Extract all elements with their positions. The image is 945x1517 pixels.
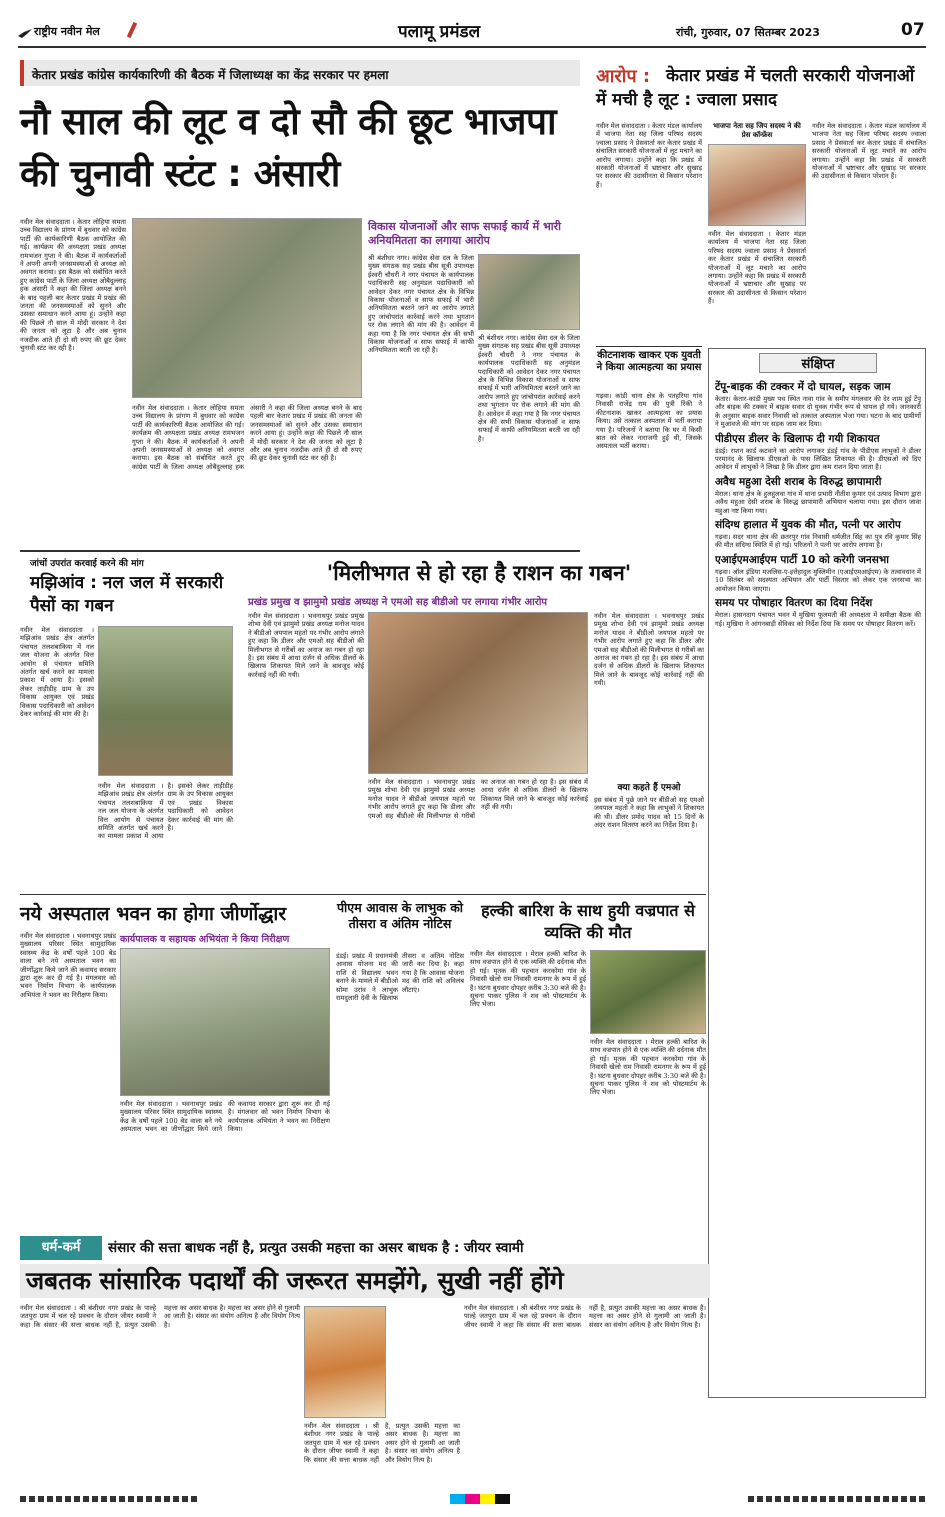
arop-body: नवीन मेल संवाददाता । केतार मंडल कार्यालय में भाजपा नेता सह जिला परिषद सदस्य ज्वाला प्रसाद ने प्रेसवार्ता कर केतार प्रखंड में संचालित सरकारी योजनाओं में लूट मचाने का आरोप लगाया। उन्होंने कहा कि प्रखंड में सरकारी योजनाओं में भ्रष्टाचार और सुखाड़ पर सरकार की उदासीनता से किसान परेशान हैं। bbox=[596, 122, 702, 189]
dharm-body-cont: नवीन मेल संवाददाता । श्री बंशीधर नगर प्रखंड के पाल्हे जतपुरा ग्राम में चल रहे प्रवचन के दौरान जीयर स्वामी ने कहा कि संसार की सत्ता बाधक नहीं है, प्रत्युत उसकी महत्ता का असर बाधक है। महत्ता का असर होने से गुलामी आ जाती है। संसार का संयोग अनित्य है और वियोग नित्य है। bbox=[304, 1422, 460, 1464]
congress-meeting-photo bbox=[132, 218, 362, 398]
vajrapat-body: नवीन मेल संवाददाता । मेराल हल्की बारिश के साथ वज्रपात होने से एक व्यक्ति की दर्दनाक मौत हो गई। मृतक की पहचान करकोमा गांव के निवासी खेलो राम निवासी रामनगर के रूप में हुई है। घटना बुधवार दोपहर करीब 3:30 बजे की है। सूचना पाकर पुलिस ने शव को पोस्टमार्टम के लिए भेजा। bbox=[470, 950, 586, 1009]
sankshipt-list bbox=[715, 377, 921, 1393]
sankshipt-item-body: गढ़वा। सदर थाना क्षेत्र की छतरपुर गांव निवासी धर्मजीत सिंह का पुत्र रवि कुमार सिंह की मौत संदिग्ध स्थिति में हो गई। परिजनों ने पत्नी पर आरोप लगाया है। bbox=[715, 533, 921, 550]
sankshipt-item-body: केतार। केतार-कांडी मुख्य पथ स्थित नावा गांव के समीप मंगलवार की देर शाम हुई टेंपू और बाइक की टक्कर में बाइक सवार दो युवक गंभीर रूप से घायल हो गये। जानकारी के अनुसार बाइक सवार निवासी को तत्काल अस्पताल भेजा गया। घटना के बाद ग्रामीणों ने मुआवजे की मांग पर सड़क जाम कर दिया। bbox=[715, 395, 921, 429]
masthead-logo: राष्ट्रीय नवीन मेल bbox=[34, 25, 100, 38]
hospital-inspection-photo bbox=[120, 948, 330, 1096]
rashan-body-col3: नवीन मेल संवाददाता । भवनाथपुर प्रखंड प्रमुख शोभा देवी एवं झामुमो प्रखंड अध्यक्ष मनोज यादव ने बीडीओ जयपाल महतो पर गंभीर आरोप लगाते हुए कहा कि डीलर और एमओ सह बीडीओ की मिलीभगत से गरीबों का अनाज का गबन हो रहा है। इस संबंध में आधा दर्जन से अधिक डीलरों के खिलाफ शिकायत मिले जाने के बावजूद कोई कार्रवाई नहीं की गयी। bbox=[594, 612, 704, 688]
sankshipt-item-body: डंडई। राशन कार्ड कटवाने का आरोप लगाकर डंडई गांव के पीडीएस लाभुकों ने डीलर परमानंद के खिलाफ डीएसओ के पास लिखित शिकायत की है। डीएसओ को दिए आवेदन में लाभुकों ने लिखा है कि डीलर द्वारा कम राशन दिया जाता है। bbox=[715, 446, 921, 472]
dharm-headline: जबतक सांसारिक पदार्थों की जरूरत समझेंगे, सुखी नहीं होंगे bbox=[20, 1264, 710, 1298]
sankshipt-label: संक्षिप्त bbox=[759, 353, 877, 373]
awas-body: डंडई। प्रखंड में प्रधानमंत्री आवास योजना मद की राशि से विद्यालय भवन बनाने के मामले में बीडीओ सोमा उरांव ने लाभुक रामदुलारी देवी के खिलाफ तीसरा व अंतिम नोटिस जारी कर दिया है। कहा गया है कि आवास योजना मद की राशि को अविलंब लौटाएं। bbox=[336, 952, 464, 1003]
masthead bbox=[18, 14, 926, 48]
arop-kicker: आरोप : bbox=[596, 66, 651, 87]
vajrapat-photo bbox=[590, 950, 706, 1034]
vajrapat-body-cont: नवीन मेल संवाददाता । मेराल हल्की बारिश के साथ वज्रपात होने से एक व्यक्ति की दर्दनाक मौत हो गई। मृतक की पहचान करकोमा गांव के निवासी खेलो राम निवासी रामनगर के रूप में हुई है। घटना बुधवार दोपहर करीब 3:30 बजे की है। सूचना पाकर पुलिस ने शव को पोस्टमार्टम के लिए भेजा। bbox=[590, 1038, 706, 1097]
sankshipt-item-body: मेराल। हासनदाग पंचायत भवन में मुखिया फूलमती की अध्यक्षता में समीक्षा बैठक की गई। मुखिया ने आंगनबाड़ी सेविका को निर्देश दिया कि समय पर पोषाहार वितरण करें। bbox=[715, 611, 921, 628]
sankshipt-item-body: मेराल। थाना क्षेत्र के हुलहुलवा गांव में थाना प्रभारी नीतीश कुमार एवं उत्पाद विभाग द्वारा अवैध महुआ देसी शराब के विरुद्ध छापामारी अभियान चलाया गया। इस दौरान जावा महुआ नष्ट किया गया। bbox=[715, 489, 921, 515]
lead-body-cont: नवीन मेल संवाददाता । केतार लोहिया समता उच्च विद्यालय के प्रांगण में बुधवार को कांग्रेस पार्टी की कार्यकारिणी बैठक आयोजित की गई। कार्यक्रम की अध्यक्षता प्रखंड अध्यक्ष रामभजन गुप्ता ने की। बैठक में कार्यकर्ताओं ने अपनी अपनी जनसमस्याओं से अध्यक्ष को अवगत कराया। इस बैठक को संबोधित करते हुए कांग्रेस पार्टी के जिला अध्यक्ष ओबैदुल्लाह हक अंसारी ने कहा की जिला अध्यक्ष बनने के बाद पहली बार केतार प्रखंड में प्रखंड की जनता की जनसमस्याओं को सुनने और उसका समाधान करने आया हूं। उन्होंने कहा की पिछले नौ साल में मोदी सरकार ने देश की जनता को लूटा है और अब चुनाव नजदीक आते ही दो सौ रुपए की छूट देकर चुनावी स्टंट कर रही है। bbox=[132, 404, 362, 471]
hospital-body: नवीन मेल संवाददाता । भवनाथपुर प्रखंड मुख्यालय परिसर स्थित सामुदायिक स्वास्थ्य केंद्र के वर्षों पहले 100 बेड वाला बने नये अस्पताल भवन का जीर्णोद्धार किये जाने की कवायद सरकार द्वारा शुरू कर दी गई है। मंगलवार को भवन निर्माण विभाग के कार्यपालक अभियंता ने भवन का निरीक्षण किया। bbox=[20, 932, 116, 999]
jwala-prasad-photo bbox=[708, 144, 806, 226]
vikas-body-cont: श्री बंशीधर नगर। कांग्रेस सेवा दल के जिला मुख्य संगठक सह प्रखंड बीस सूत्री उपाध्यक्ष ईश्वरी चौधरी ने नगर पंचायत के कार्यपालक पदाधिकारी सह अनुमंडल पदाधिकारी को आवेदन देकर नगर पंचायत क्षेत्र के विभिन्न विकास योजनाओं व साफ सफाई में भारी अनियमितता बरतने जाने का आरोप लगाते हुए जांचोपरांत कार्रवाई करने तथा भुगतान पर रोक लगाने की मांग की है। आवेदन में कहा गया है कि नगर पंचायत क्षेत्र की सभी विकास योजनाओं व साफ सफाई में काफी अनियमितता बरती जा रही है। bbox=[478, 334, 580, 443]
vikas-headline: विकास योजनाओं और साफ सफाई कार्य में भारी अनियमितता का लगाया आरोप bbox=[368, 220, 561, 247]
rashan-body: नवीन मेल संवाददाता । भवनाथपुर प्रखंड प्रमुख शोभा देवी एवं झामुमो प्रखंड अध्यक्ष मनोज यादव ने बीडीओ जयपाल महतो पर गंभीर आरोप लगाते हुए कहा कि डीलर और एमओ सह बीडीओ की मिलीभगत से गरीबों का अनाज का गबन हो रहा है। इस संबंध में आधा दर्जन से अधिक डीलरों के खिलाफ शिकायत मिले जाने के बावजूद कोई कार्रवाई नहीं की गयी। bbox=[248, 612, 364, 679]
dharm-kicker: संसार की सत्ता बाधक नहीं है, प्रत्युत उसकी महत्ता का असर बाधक है : जीयर स्वामी bbox=[108, 1240, 524, 1256]
sankshipt-item-title: समय पर पोषाहार वितरण का दिया निर्देश bbox=[715, 597, 873, 610]
arop-caption: भाजपा नेता सह जिप सदस्य ने की प्रेस कॉन्फ्रेंस bbox=[713, 122, 801, 139]
dharm-body: नवीन मेल संवाददाता । श्री बंशीधर नगर प्रखंड के पाल्हे जतपुरा ग्राम में चल रहे प्रवचन के दौरान जीयर स्वामी ने कहा कि संसार की सत्ता बाधक नहीं है, प्रत्युत उसकी महत्ता का असर बाधक है। महत्ता का असर होने से गुलामी आ जाती है। संसार का संयोग अनित्य है और वियोग नित्य है। bbox=[20, 1304, 300, 1329]
vajrapat-headline: हल्की बारिश के साथ हुयी वज्रपात से व्यक्ति की मौत bbox=[481, 901, 695, 942]
nal-body-cont: नवीन मेल संवाददाता । मझिआंव प्रखंड क्षेत्र अंतर्गत पंचायत तलशबाकिया में नल जल योजना के अंतर्गत वित्त आयोग से पंचायत समिति अंतर्गत खर्च करने का मामला प्रकाश में आया है। इसको लेकर ताड़ीडीह ग्राम के उप विकास आयुक्त एवं प्रखंड विकास पदाधिकारी को आवेदन देकर कार्रवाई की मांग की है। bbox=[98, 782, 233, 841]
sankshipt-item-title: पीडीएस डीलर के खिलाफ दी गयी शिकायत bbox=[715, 432, 880, 445]
bird-logo-icon bbox=[18, 24, 32, 34]
arop-headline: केतार प्रखंड में चलती सरकारी योजनाओं में मची है लूट : ज्वाला प्रसाद bbox=[596, 66, 915, 110]
footer-bar bbox=[20, 1494, 928, 1506]
nal-headline: मझिआंव : नल जल में सरकारी पैसों का गबन bbox=[30, 573, 224, 616]
vikas-body: श्री बंशीधर नगर। कांग्रेस सेवा दल के जिला मुख्य संगठक सह प्रखंड बीस सूत्री उपाध्यक्ष ईश्वरी चौधरी ने नगर पंचायत के कार्यपालक पदाधिकारी सह अनुमंडल पदाधिकारी को आवेदन देकर नगर पंचायत क्षेत्र के विभिन्न विकास योजनाओं व साफ सफाई में भारी अनियमितता बरतने जाने का आरोप लगाते हुए जांचोपरांत कार्रवाई करने तथा भुगतान पर रोक लगाने की मांग की है। आवेदन में कहा गया है कि नगर पंचायत क्षेत्र की सभी विकास योजनाओं व साफ सफाई में काफी अनियमितता बरती जा रही है। bbox=[368, 254, 474, 355]
sankshipt-item-title: अवैध महुआ देसी शराब के विरुद्ध छापामारी bbox=[715, 475, 882, 488]
sankshipt-panel bbox=[708, 348, 926, 1398]
rashan-body-cont: नवीन मेल संवाददाता । भवनाथपुर प्रखंड प्रमुख शोभा देवी एवं झामुमो प्रखंड अध्यक्ष मनोज यादव ने बीडीओ जयपाल महतो पर गंभीर आरोप लगाते हुए कहा कि डीलर और एमओ सह बीडीओ की मिलीभगत से गरीबों का अनाज का गबन हो रहा है। इस संबंध में आधा दर्जन से अधिक डीलरों के खिलाफ शिकायत मिले जाने के बावजूद कोई कार्रवाई नहीं की गयी। bbox=[368, 778, 588, 820]
lead-kicker: केतार प्रखंड कांग्रेस कार्यकारिणी की बैठक में जिलाध्यक्ष का केंद्र सरकार पर हमला bbox=[32, 68, 389, 82]
ishwari-chaudhary-photo bbox=[478, 254, 580, 330]
rashan-headline: 'मिलीभगत से हो रहा है राशन का गबन' bbox=[326, 561, 632, 585]
sankshipt-item-title: संदिग्ध हालात में युवक की मौत, पत्नी पर आरोप bbox=[715, 519, 901, 532]
dharm-body-col3: नवीन मेल संवाददाता । श्री बंशीधर नगर प्रखंड के पाल्हे जतपुरा ग्राम में चल रहे प्रवचन के दौरान जीयर स्वामी ने कहा कि संसार की सत्ता बाधक नहीं है, प्रत्युत उसकी महत्ता का असर बाधक है। महत्ता का असर होने से गुलामी आ जाती है। संसार का संयोग अनित्य है और वियोग नित्य है। bbox=[464, 1304, 706, 1329]
nal-body: नवीन मेल संवाददाता । मझिआंव प्रखंड क्षेत्र अंतर्गत पंचायत तलशबाकिया में नल जल योजना के अंतर्गत वित्त आयोग से पंचायत समिति अंतर्गत खर्च करने का मामला प्रकाश में आया है। इसको लेकर ताड़ीडीह ग्राम के उप विकास आयुक्त एवं प्रखंड विकास पदाधिकारी को आवेदन देकर कार्रवाई की मांग की है। bbox=[20, 626, 94, 719]
nal-kicker: जांचों उपरांत करवाई करने की मांग bbox=[30, 559, 144, 569]
awas-headline: पीएम आवास के लाभुक को तीसरा व अंतिम नोटिस bbox=[336, 900, 464, 931]
hospital-body-cont: नवीन मेल संवाददाता । भवनाथपुर प्रखंड मुख्यालय परिसर स्थित सामुदायिक स्वास्थ्य केंद्र के वर्षों पहले 100 बेड वाला बने नये अस्पताल भवन का जीर्णोद्धार किये जाने की कवायद सरकार द्वारा शुरू कर दी गई है। मंगलवार को भवन निर्माण विभाग के कार्यपालक अभियंता ने भवन का निरीक्षण किया। bbox=[120, 1100, 330, 1134]
sankshipt-item-body: गढ़वा। ऑल इंडिया मजलिस-ए-इत्तेहादुल मुस्लिमीन (एआईएमआईएम) के तत्वावधान में 10 सितंबर को सदस्यता अभियान और पार्टी विस्तार को लेकर एक जनसभा का आयोजन किया जाएगा। bbox=[715, 567, 921, 593]
rashan-subhead: प्रखंड प्रमुख व झामुमो प्रखंड अध्यक्ष ने एमओ सह बीडीओ पर लगाया गंभीर आरोप bbox=[248, 597, 548, 608]
kitnashak-body: गढ़वा। कांडी थाना क्षेत्र के पतहरिया गांव निवासी राजेंद्र राम की पुत्री रिंकी ने कीटनाशक खाकर आत्महत्या का प्रयास किया। उसे तत्काल अस्पताल में भर्ती कराया गया है। परिजनों ने बताया कि घर में किसी बात को लेकर नाराजगी हुई थी, जिसके अस्पताल भर्ती कराया। bbox=[596, 392, 702, 451]
rashan-body2: इस संबंध में पूछे जाने पर बीडीओ सह एमओ जयपाल महतो ने कहा कि लाभुकों ने शिकायत की थी। डीलर प्रमोद यादव को 15 दिनों के अंदर राशन वितरण करने का निर्देश दिया है। bbox=[594, 796, 704, 830]
arop-body-cont: नवीन मेल संवाददाता । केतार मंडल कार्यालय में भाजपा नेता सह जिला परिषद सदस्य ज्वाला प्रसाद ने प्रेसवार्ता कर केतार प्रखंड में संचालित सरकारी योजनाओं में लूट मचाने का आरोप लगाया। उन्होंने कहा कि प्रखंड में सरकारी योजनाओं में भ्रष्टाचार और सुखाड़ पर सरकार की उदासीनता से किसान परेशान हैं। bbox=[708, 230, 806, 306]
lead-headline: नौ साल की लूट व दो सौ की छूट भाजपा की चुनावी स्टंट : अंसारी bbox=[20, 100, 557, 195]
kitnashak-headline: कीटनाशक खाकर एक युवती ने किया आत्महत्या का प्रयास bbox=[596, 350, 702, 373]
arop-body-col3: नवीन मेल संवाददाता । केतार मंडल कार्यालय में भाजपा नेता सह जिला परिषद सदस्य ज्वाला प्रसाद ने प्रेसवार्ता कर केतार प्रखंड में संचालित सरकारी योजनाओं में लूट मचाने का आरोप लगाया। उन्होंने कहा कि प्रखंड में सरकारी योजनाओं में भ्रष्टाचार और सुखाड़ पर सरकार की उदासीनता से किसान परेशान हैं। bbox=[812, 122, 926, 181]
dharm-label: धर्म-कर्म bbox=[20, 1236, 102, 1260]
jeeyar-swami-photo bbox=[304, 1306, 386, 1418]
rashan-sub2: क्या कहते हैं एमओ bbox=[617, 783, 681, 793]
rashan-protest-photo bbox=[368, 612, 588, 774]
section-title: पलामू प्रमंडल bbox=[398, 22, 481, 42]
arop-headline-block bbox=[596, 62, 926, 114]
dateline: रांची, गुरुवार, 07 सितम्बर 2023 bbox=[676, 26, 820, 39]
lead-body: नवीन मेल संवाददाता । केतार लोहिया समता उच्च विद्यालय के प्रांगण में बुधवार को कांग्रेस पार्टी की कार्यकारिणी बैठक आयोजित की गई। कार्यक्रम की अध्यक्षता प्रखंड अध्यक्ष रामभजन गुप्ता ने की। बैठक में कार्यकर्ताओं ने अपनी अपनी जनसमस्याओं से अध्यक्ष को अवगत कराया। इस बैठक को संबोधित करते हुए कांग्रेस पार्टी के जिला अध्यक्ष ओबैदुल्लाह हक अंसारी ने कहा की जिला अध्यक्ष बनने के बाद पहली बार केतार प्रखंड में प्रखंड की जनता की जनसमस्याओं को सुनने और उसका समाधान करने आया हूं। उन्होंने कहा की पिछले नौ साल में मोदी सरकार ने देश की जनता को लूटा है और अब चुनाव नजदीक आते ही दो सौ रुपए की छूट देकर चुनावी स्टंट कर रही है। bbox=[20, 218, 126, 353]
cmyk-marks bbox=[450, 1494, 510, 1504]
hospital-headline: नये अस्पताल भवन का होगा जीर्णोद्धार bbox=[20, 903, 287, 925]
nal-jal-tank-photo bbox=[98, 626, 233, 776]
page-number: 07 bbox=[901, 20, 925, 40]
lead-kicker-bar bbox=[20, 60, 580, 86]
sankshipt-item-title: टेंपू-बाइक की टक्कर में दो घायल, सड़क जाम bbox=[715, 381, 891, 393]
pen-icon bbox=[127, 22, 137, 38]
hospital-subhead: कार्यपालक व सहायक अभियंता ने किया निरीक्षण bbox=[120, 934, 290, 945]
sankshipt-item-title: एआईएमआईएम पार्टी 10 को करेगी जनसभा bbox=[715, 553, 889, 566]
